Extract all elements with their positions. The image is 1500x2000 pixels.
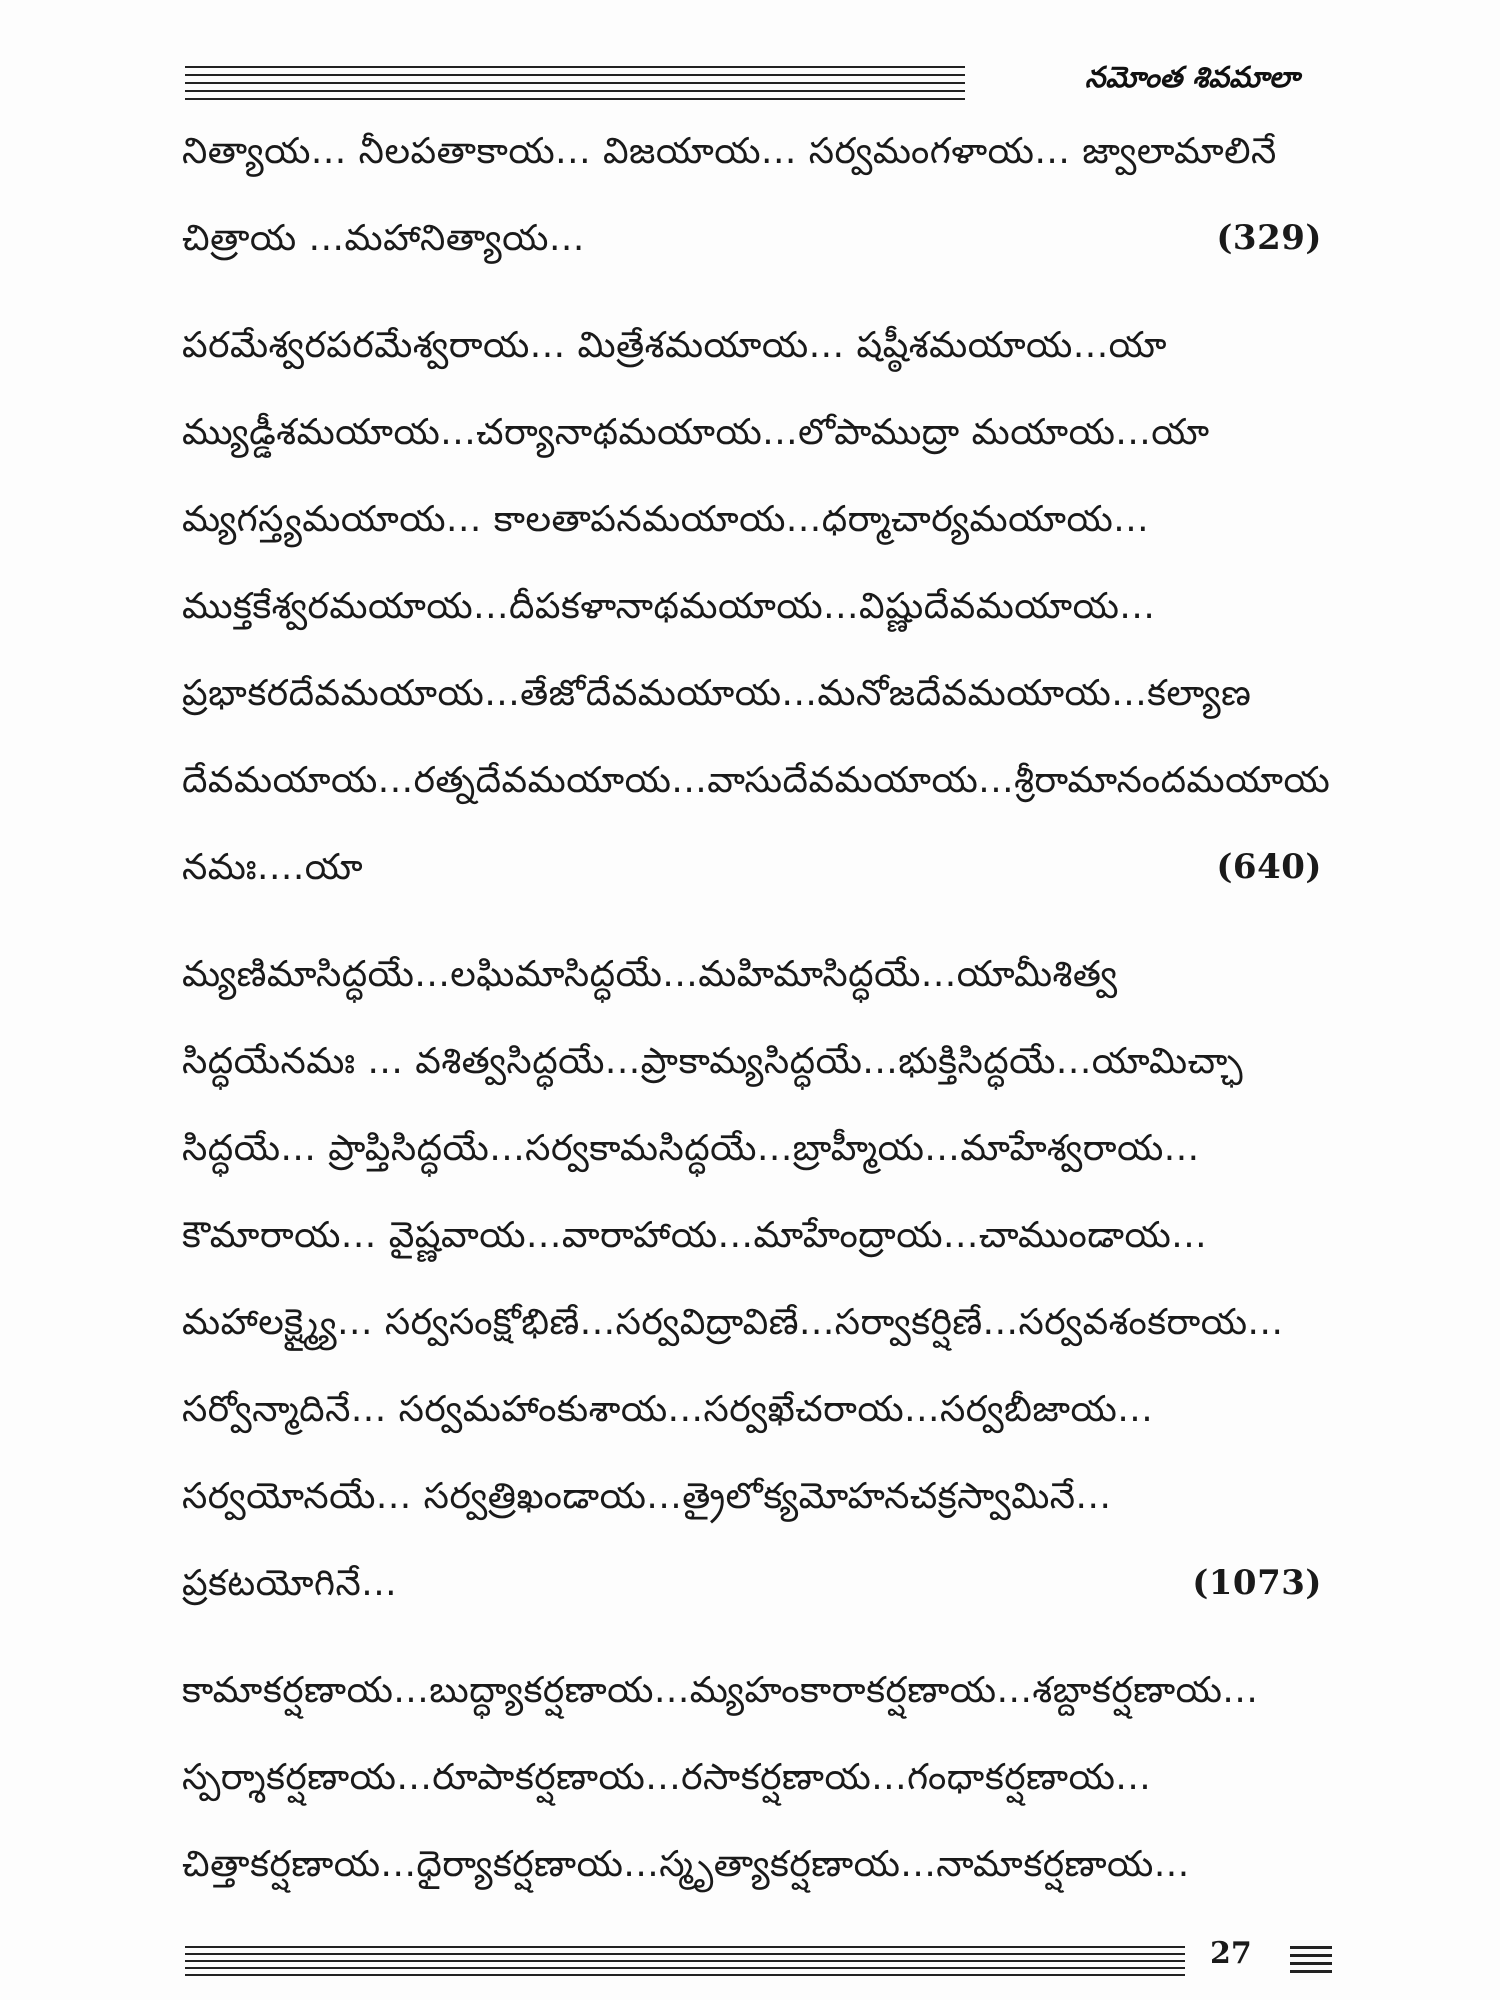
text-line: దేవమయాయ...రత్నదేవమయాయ...వాసుదేవమయాయ...శ్రీరామానందమయాయ bbox=[182, 760, 1331, 801]
text-line: నిత్యాయ... నీలపతాకాయ... విజయాయ... సర్వమంగళాయ... జ్వాలామాలినే bbox=[182, 131, 1277, 172]
text-line: చిత్రాయ ...మహానిత్యాయ... (329) bbox=[182, 195, 1332, 282]
footer-rules bbox=[185, 1946, 1185, 1976]
text-line: కౌమారాయ... వైష్ణవాయ...వారాహాయ...మాహేంద్రాయ...చాముండాయ... bbox=[182, 1215, 1208, 1256]
verse-count: (640) bbox=[1216, 847, 1322, 887]
text-line: నమః....యా (640) bbox=[182, 824, 1332, 911]
footer-ornament bbox=[1290, 1944, 1332, 1976]
text-line: మ్యుడ్డీశమయాయ...చర్యానాథమయాయ...లోపాముద్రా మయాయ...యా bbox=[182, 412, 1210, 453]
text-line: కామాకర్షణాయ...బుద్ధ్యాకర్షణాయ...మ్యహంకారాకర్షణాయ...శబ్దాకర్షణాయ... bbox=[182, 1670, 1259, 1711]
page-number: 27 bbox=[1210, 1936, 1252, 1971]
text-line: పరమేశ్వరపరమేశ్వరాయ... మిత్రేశమయాయ... షష్ఠీశమయాయ...యా bbox=[182, 325, 1168, 366]
text-line: మ్యగస్త్యమయాయ... కాలతాపనమయాయ...ధర్మాచార్యమయాయ... bbox=[182, 499, 1150, 540]
text-line: మహాలక్ష్మ్యై... సర్వసంక్షోభిణే...సర్వవిద్రావిణే...సర్వాకర్షిణే...సర్వవశంకరాయ... bbox=[182, 1302, 1284, 1343]
text-line: ముక్తకేశ్వరమయాయ...దీపకళానాథమయాయ...విష్ణుదేవమయాయ... bbox=[182, 586, 1156, 627]
verse-count: (329) bbox=[1216, 218, 1322, 258]
text-line: చిత్తాకర్షణాయ...ధైర్యాకర్షణాయ...స్మృత్యాకర్షణాయ...నామాకర్షణాయ... bbox=[182, 1844, 1190, 1885]
text-line: సిద్ధయేనమః ... వశిత్వసిద్ధయే...ప్రాకామ్యసిద్ధయే...భుక్తిసిద్ధయే...యామిచ్ఛా bbox=[182, 1041, 1244, 1082]
text-line: ప్రకటయోగినే... (1073) bbox=[182, 1540, 1332, 1627]
verse-count: (1073) bbox=[1192, 1563, 1322, 1603]
text-line: ప్రభాకరదేవమయాయ...తేజోదేవమయాయ...మనోజదేవమయాయ...కల్యాణ bbox=[182, 673, 1252, 714]
header-rules bbox=[185, 66, 965, 100]
page-body-text bbox=[182, 108, 1332, 1908]
text-line: సర్వోన్మాదినే... సర్వమహాంకుశాయ...సర్వఖేచరాయ...సర్వబీజాయ... bbox=[182, 1389, 1154, 1430]
text-line: సర్వయోనయే... సర్వత్రిఖండాయ...త్రైలోక్యమోహనచక్రస్వామినే... bbox=[182, 1476, 1112, 1517]
running-header-title: నమోంత శివమాలా bbox=[1085, 60, 1300, 94]
text-line: మ్యణిమాసిద్ధయే...లఘిమాసిద్ధయే...మహిమాసిద్ధయే...యామీశిత్వ bbox=[182, 954, 1118, 995]
text-line: సిద్ధయే... ప్రాప్తిసిద్ధయే...సర్వకామసిద్ధయే...బ్రాహ్మీయ...మాహేశ్వరాయ... bbox=[182, 1128, 1200, 1169]
text-line: స్పర్శాకర్షణాయ...రూపాకర్షణాయ...రసాకర్షణాయ...గంధాకర్షణాయ... bbox=[182, 1757, 1152, 1798]
